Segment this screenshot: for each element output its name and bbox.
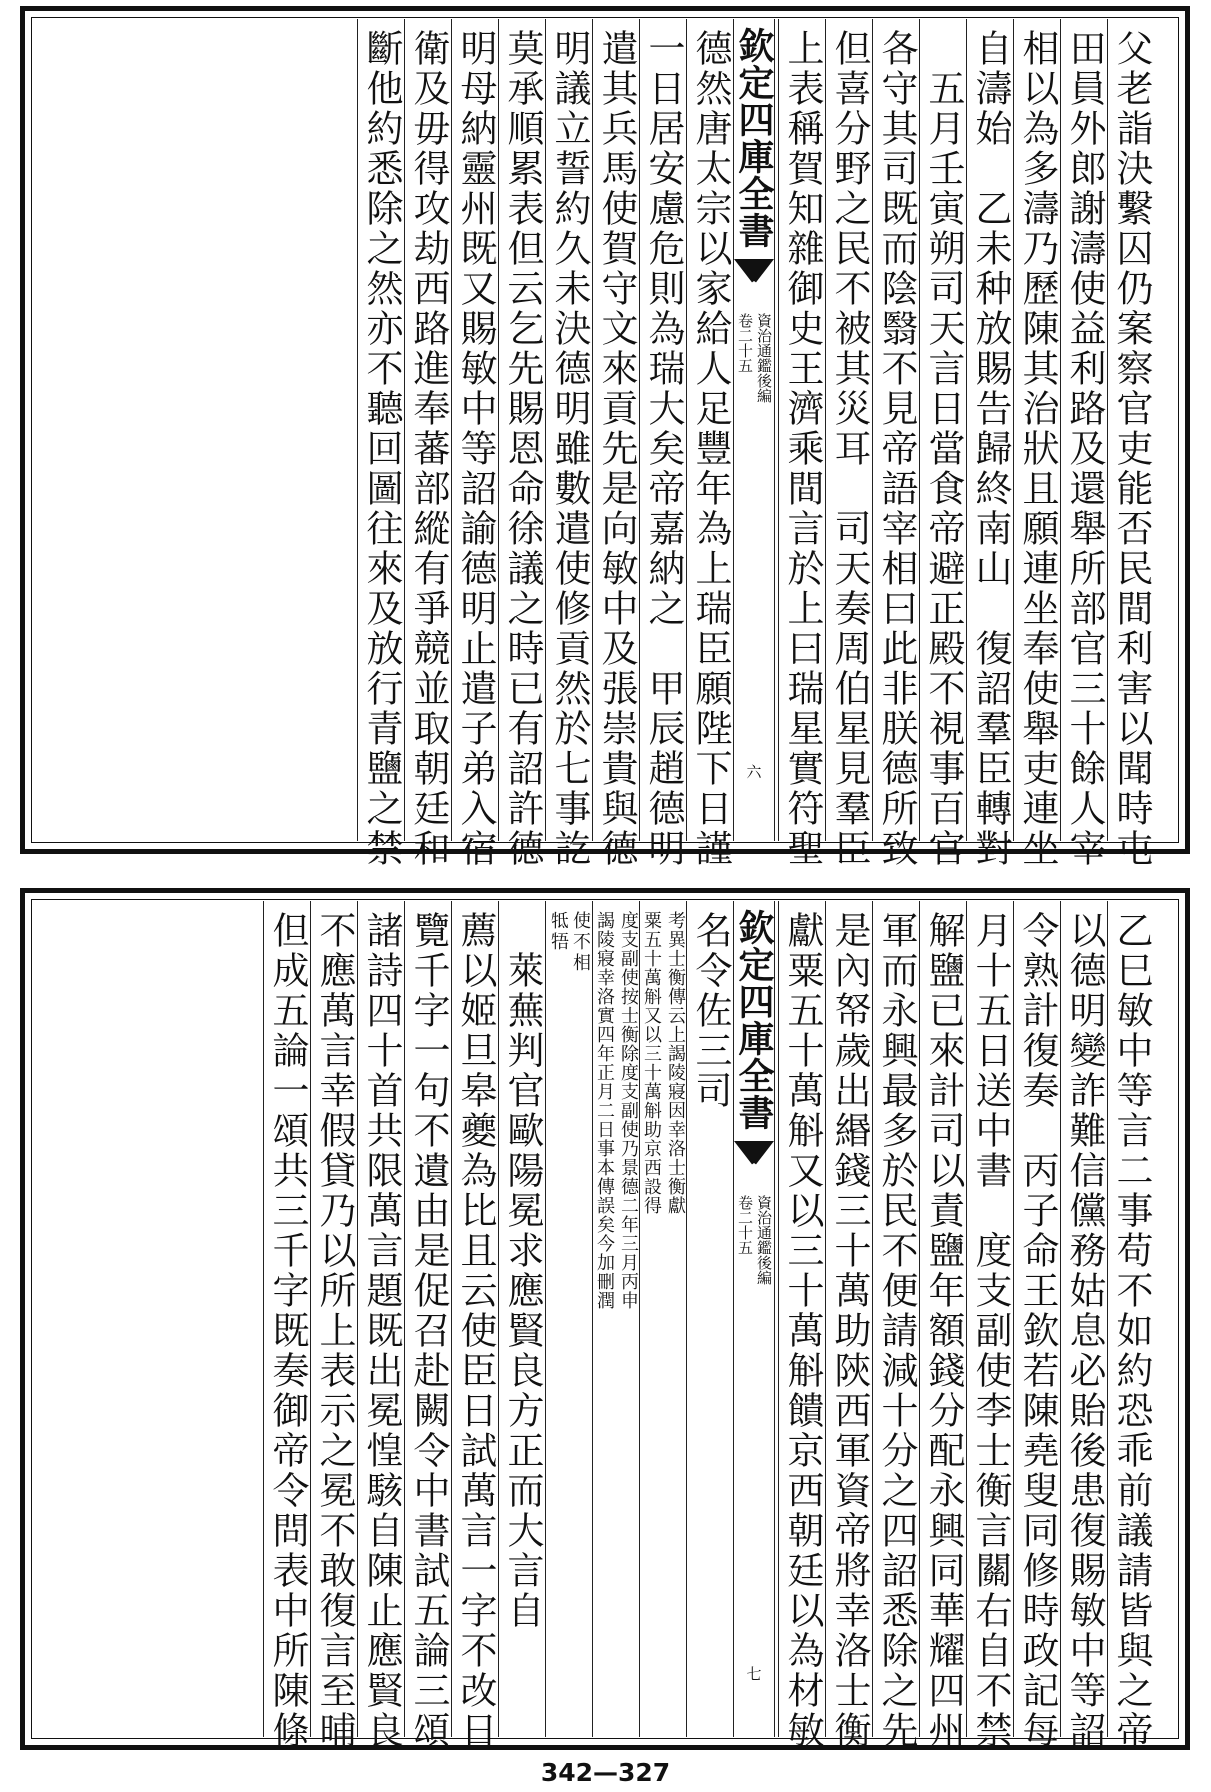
spine-volume: 卷二十五 [736,1195,754,1255]
spine-page-number: 七 [744,1666,763,1681]
upper-text-column: 五月壬寅朔司天言日當食帝避正殿不視事百官 [919,19,966,841]
lower-text-column: 軍而永興最多於民不便請減十分之四詔悉除之先 [872,901,919,1737]
upper-text-column: 衛及毋得攻劫西路進奉蕃部縱有爭競並取朝廷和 [404,19,451,841]
upper-page-panel [20,6,1190,869]
upper-text-column: 自濤始 乙未种放賜告歸終南山 復詔羣臣轉對 [966,19,1013,841]
lower-text-column: 乙巳敏中等言二事苟不如約恐乖前議請皆與之帝 [1107,901,1154,1737]
upper-text-column: 明母納靈州既又賜敏中等詔諭德明止遣子弟入宿 [451,19,498,841]
upper-text-column: 一日居安慮危則為瑞大矣帝嘉納之 甲辰趙德明 [639,19,686,841]
lower-mixed-column: 使不相 牴牾 [545,901,592,1737]
fish-tail-mark-icon [734,1141,774,1167]
lower-text-column: 覽千字一句不遺由是促召赴闕令中書試五論三頌 [404,901,451,1737]
spine-page-number: 六 [744,764,763,779]
lower-note-column: 謁陵寢幸洛實四年正月二日事本傳誤矣今加刪潤 度支副使按士衡除度支副使乃景德二年三月丙申 [592,901,639,1737]
lower-text-column: 但成五論一頌共三千字既奏御帝令問表中所陳條 [263,901,310,1737]
upper-center-spine [733,19,775,841]
fish-tail-mark-icon [734,259,774,285]
footer-page-number: 342—327 [540,1758,671,1787]
spine-book-title: 資治通鑑後編 [755,313,773,403]
lower-text-column: 是內帑歲出緡錢三十萬助陝西軍資帝將幸洛士衡 [825,901,872,1737]
lower-text-column: 薦以姬旦皋夔為比且云使臣日試萬言一字不改日 [451,901,498,1737]
upper-text-column: 田員外郎謝濤使益利路及還舉所部官三十餘人宰 [1060,19,1107,841]
lower-text-column: 諸詩四十首共限萬言題既出冕惶駭自陳止應賢良 [357,901,404,1737]
lower-page-panel [20,888,1190,1750]
lower-heading-column: 名令佐三司 [686,901,733,1737]
upper-text-column: 但喜分野之民不被其災耳 司天奏周伯星見羣臣 [825,19,872,841]
upper-text-column: 莫承順累表但云乞先賜恩命徐議之時已有詔許德 [498,19,545,841]
upper-text-column: 遣其兵馬使賀守文來貢先是向敏中及張崇貴與德 [592,19,639,841]
lower-text-column: 不應萬言幸假貸乃以所上表示之冕不敢復言至晡 [310,901,357,1737]
upper-text-column: 各守其司既而陰翳不見帝語宰相曰此非朕德所致 [872,19,919,841]
upper-text-column: 德然唐太宗以家給人足豐年為上瑞臣願陛下日謹 [686,19,733,841]
spine-title: 欽定四庫全書 [733,909,775,1131]
spine-title: 欽定四庫全書 [733,27,775,249]
spine-volume: 卷二十五 [736,313,754,373]
lower-note-column: 粟五十萬斛又以三十萬斛助京西設得 考異士衡傳云上謁陵寢因幸洛士衡獻 [639,901,686,1737]
upper-text-column: 上表稱賀知雜御史王濟乘間言於上曰瑞星實符聖 [778,19,825,841]
upper-text-column: 父老詣決繫囚仍案察官吏能否民間利害以聞時屯 [1107,19,1154,841]
lower-center-spine [733,901,775,1737]
upper-text-column: 斷他約悉除之然亦不聽回圖往來及放行青鹽之禁 [357,19,404,841]
lower-text-column: 獻粟五十萬斛又以三十萬斛饋京西朝廷以為材敏 [778,901,825,1737]
lower-text-column: 令熟計復奏 丙子命王欽若陳堯叟同修時政記每 [1013,901,1060,1737]
lower-text-column: 解鹽已來計司以責鹽年額錢分配永興同華耀四州 [919,901,966,1737]
lower-text-column: 萊蕪判官歐陽冕求應賢良方正而大言自 [498,901,545,1737]
lower-text-column: 以德明變詐難信儻務姑息必貽後患復賜敏中等詔 [1060,901,1107,1737]
upper-text-column: 相以為多濤乃歷陳其治狀且願連坐奉使舉吏連坐 [1013,19,1060,841]
lower-text-column: 月十五日送中書 度支副使李士衡言關右自不禁 [966,901,1013,1737]
spine-book-title: 資治通鑑後編 [755,1195,773,1285]
upper-text-column: 明議立誓約久未決德明雖數遣使修貢然於七事訖 [545,19,592,841]
